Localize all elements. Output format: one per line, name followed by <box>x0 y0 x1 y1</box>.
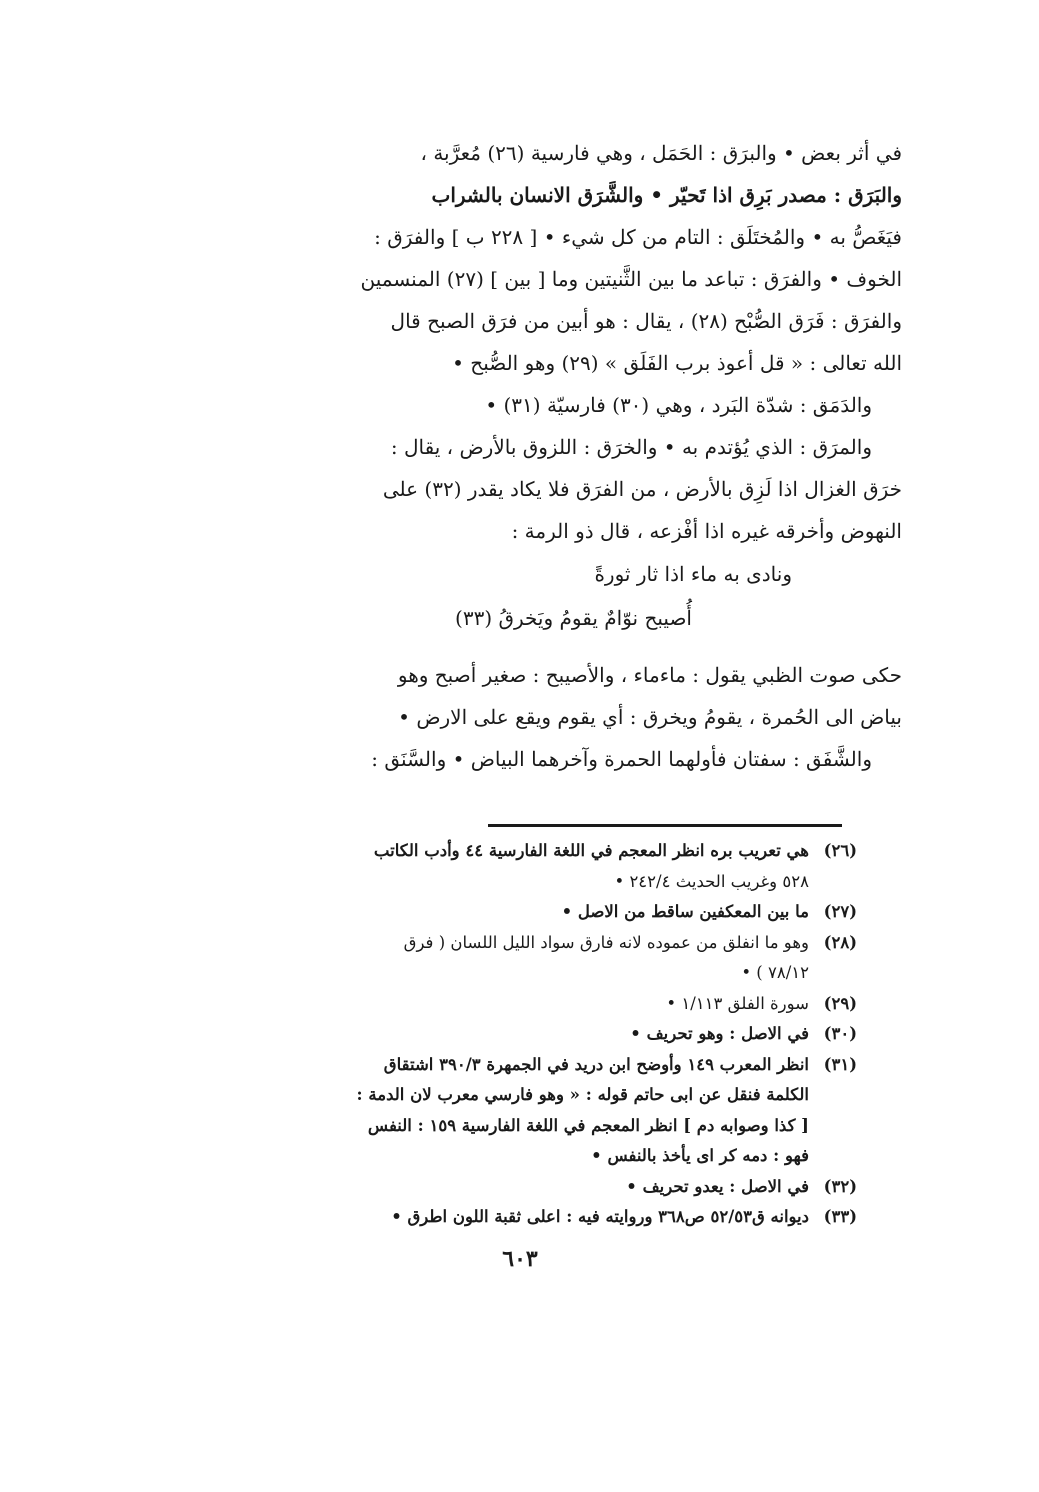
footnote-line: ديوانه ق٥٢/٥٣ ص٣٦٨ وروايته فيه : اعلى ثقبة اللون اطرق • <box>391 1207 809 1226</box>
footnote-separator <box>488 824 842 827</box>
footnote-number: (٣٢) <box>823 1176 857 1196</box>
footnote-line: في الاصل : يعدو تحريف • <box>626 1176 809 1196</box>
footnotes <box>185 836 857 1233</box>
text-line: النهوض وأخرقه غيره اذا أفْزعه ، قال ذو الرمة : <box>511 519 902 543</box>
footnote-number: (٢٦) <box>823 841 857 860</box>
footnote <box>185 1172 857 1203</box>
footnote-line: ما بين المعكفين ساقط من الاصل • <box>561 902 809 921</box>
text-line: والشَّفَق : سفتان فأولهما الحمرة وآخرهما البياض • والسَّنَق : <box>371 747 872 771</box>
footnote-line: في الاصل : وهو تحريف • <box>630 1024 809 1043</box>
text-line: الخوف • والفرَق : تباعد ما بين الثَّنيتين وما [ بين ] (٢٧) المنسمين <box>360 267 902 291</box>
footnote-number: (٢٩) <box>823 993 857 1013</box>
footnote-line: سورة الفلق ١/١١٣ • <box>666 993 809 1013</box>
footnote-line: هي تعريب بره انظر المعجم في اللغة الفارسية ٤٤ وأدب الكاتب <box>373 841 809 860</box>
text-line: والدَمَق : شدّة البَرد ، وهي (٣٠) فارسيّة (٣١) • <box>485 393 872 417</box>
footnote <box>185 1019 857 1050</box>
text-line: الله تعالى : « قل أعوذ برب الفَلَق » (٢٩) وهو الصُّبح • <box>452 351 902 375</box>
footnote-number: (٣١) <box>823 1054 857 1074</box>
footnote <box>185 897 857 928</box>
verse-hemistich: ونادى به ماء اذا ثار ثورةً <box>594 562 792 586</box>
footnote <box>185 1050 857 1172</box>
footnote <box>185 989 857 1020</box>
footnote-line: الكلمة فنقل عن ابى حاتم قوله : « وهو فارسي معرب لان الدمة : <box>356 1085 809 1104</box>
text-line: والفرَق : فَرَق الصُّبْح (٢٨) ، يقال : هو أبين من فرَق الصبح قال <box>390 309 902 333</box>
poetry-verse <box>178 552 902 640</box>
text-line: بياض الى الحُمرة ، يقومُ ويخرق : أي يقوم ويقع على الارض • <box>398 705 902 729</box>
text-line: حكى صوت الظبي يقول : ماءماء ، والأصيبح : صغير أصبح وهو <box>397 663 902 687</box>
footnote-line: وهو ما انفلق من عموده لانه فارق سواد الليل اللسان ( فرق <box>403 932 809 952</box>
footnote-number: (٢٨) <box>823 932 857 952</box>
text-line: خرَق الغزال اذا لَزِق بالأرض ، من الفرَق فلا يكاد يقدر (٣٢) على <box>382 477 902 501</box>
page-number: ٦٠٣ <box>502 1246 538 1272</box>
text-line: والبَرَق : مصدر بَرِق اذا تَحيّر • والشَّرَق الانسان بالشراب <box>431 183 902 207</box>
footnote <box>185 1202 857 1233</box>
footnote-number: (٢٧) <box>823 902 857 921</box>
text-line: في أثر بعض • والبرَق : الحَمَل ، وهي فارسية (٢٦) مُعرَّبة ، <box>420 141 902 165</box>
footnote <box>185 836 857 897</box>
footnote <box>185 928 857 989</box>
footnote-line: ٥٢٨ وغريب الحديث ٢٤٢/٤ • <box>614 871 809 891</box>
footnote-line: ٧٨/١٢ ) • <box>741 963 809 982</box>
verse-hemistich: أُصيبح نوّامٌ يقومُ ويَخرقُ (٣٣) <box>455 606 692 630</box>
spacer <box>178 640 902 654</box>
footnote-line: انظر المعرب ١٤٩ وأوضح ابن دريد في الجمهرة ٣٩٠/٣ اشتقاق <box>383 1054 809 1074</box>
footnote-number: (٣٠) <box>823 1024 857 1043</box>
main-text <box>178 132 902 780</box>
footnote-line: فهو : دمه كر اى يأخذ بالنفس • <box>591 1146 809 1165</box>
text-line: والمرَق : الذي يُؤتدم به • والخرَق : اللزوق بالأرض ، يقال : <box>390 435 872 459</box>
text-line: فيَغَصُّ به • والمُختَلَق : التام من كل شيء • [ ٢٢٨ ب ] والفرَق : <box>374 225 902 249</box>
footnote-line: [ كذا وصوابه دم ] انظر المعجم في اللغة الفارسية ١٥٩ : النفس <box>367 1115 809 1135</box>
footnote-number: (٣٣) <box>823 1207 857 1226</box>
